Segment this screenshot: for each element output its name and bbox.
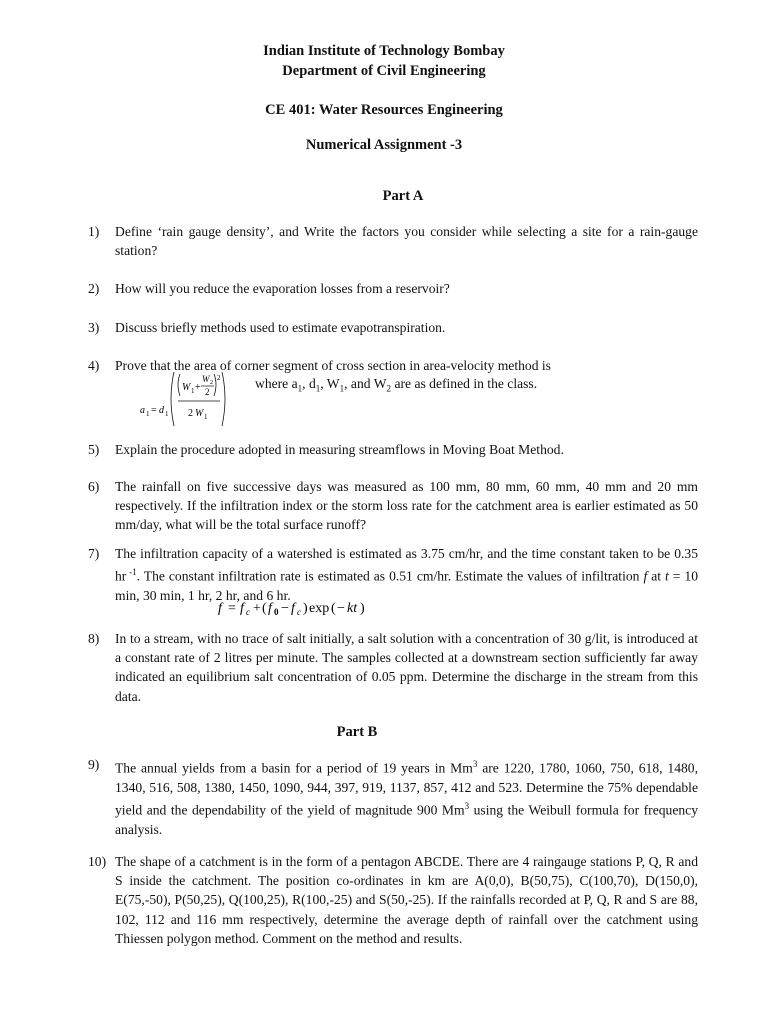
question-number: 3) — [88, 320, 100, 335]
svg-text:f: f — [218, 601, 222, 616]
question-4-tail — [255, 374, 675, 394]
question-6 — [88, 477, 698, 537]
svg-text:2: 2 — [188, 408, 193, 419]
question-text: The shape of a catchment is in the form of a pentagon ABCDE. There are 4 raingauge stations P, Q, R and S inside the catchment. The position co-ordinates in km are A(0,0), B(50,75), C(100,70), D(150,0), E(75,-50), P(50,25), Q(100,25), R(100,-25) and S(50,-25). If the rainfalls recorded at P, Q, R and S are 88, 102, 112 and 116 mm respectively, determine the average depth of rainfall over the catchment using Thiessen polygon method. Comment on the method and results. — [115, 854, 698, 946]
question-2 — [88, 279, 698, 299]
subscript: 1 — [339, 383, 345, 394]
svg-text:−: − — [337, 601, 345, 616]
question-number: 2) — [88, 281, 100, 296]
question-text: The annual yields from a basin for a period of 19 years in Mm$^3$ are 1220, 1780, 1060, 750, 618, 1480, 1340, 516, 508, 1380, 1450, 1090, 944, 397, 919, 1137, 857, 412 and 523. Determine the 75% dependable yield and the dependability of the yield of magnitude 900 Mm$^3$ using the Weibull formula for frequency analysis. — [115, 759, 698, 837]
svg-text:=: = — [151, 405, 157, 416]
question-10 — [88, 852, 698, 970]
svg-text:1: 1 — [191, 387, 195, 395]
svg-text:1: 1 — [204, 413, 208, 421]
infiltration-formula — [216, 596, 386, 618]
question-text: Explain the procedure adopted in measuring streamflows in Moving Boat Method. — [115, 442, 564, 457]
tail-text: are as defined in the class. — [391, 376, 538, 391]
question-number: 10) — [88, 854, 107, 869]
question-number: 8) — [88, 631, 100, 646]
svg-text:): ) — [360, 601, 365, 616]
subscript: 1 — [315, 383, 321, 394]
svg-text:2: 2 — [210, 380, 213, 386]
svg-text:exp: exp — [309, 601, 330, 616]
svg-text:f: f — [291, 601, 295, 616]
svg-text:+: + — [253, 601, 261, 616]
question-text: The infiltration capacity of a watershed is estimated as 3.75 cm/hr, and the time constant taken to be 0.35 hr $^{-1}$. The constant infiltration rate is estimated as 0.51 cm/hr. Estimate the values of infiltration f at t = 10 min, 30 min, 1 hr, 2 hr, and 6 hr. — [115, 546, 698, 603]
tail-text: , and W — [344, 376, 387, 391]
question-number: 7) — [88, 546, 100, 561]
tail-text: , W — [320, 376, 340, 391]
svg-text:(: ( — [262, 601, 267, 616]
question-9 — [88, 755, 698, 837]
svg-text:1: 1 — [165, 410, 169, 418]
svg-text:2: 2 — [217, 374, 221, 382]
svg-text:): ) — [303, 601, 308, 616]
svg-text:(: ( — [331, 601, 336, 616]
svg-text:W: W — [202, 374, 210, 384]
svg-text:d: d — [159, 405, 164, 416]
svg-text:0: 0 — [274, 607, 279, 617]
question-text: In to a stream, with no trace of salt initially, a salt solution with a concentration of 30 g/lit, is introduced at a constant rate of 2 litres per minute. The samples collected at a downstream section sufficiently far away indicated an equilibrium salt concentration of 0.05 ppm. Determine the discharge in the stream from this data. — [115, 631, 698, 704]
svg-text:−: − — [281, 601, 289, 616]
question-text: Prove that the area of corner segment of cross section in area-velocity method is — [115, 358, 551, 373]
question-number: 4) — [88, 358, 100, 373]
department-title: Department of Civil Engineering — [282, 63, 486, 79]
svg-text:W: W — [182, 382, 191, 393]
svg-text:a: a — [140, 405, 145, 416]
svg-text:kt: kt — [347, 601, 358, 616]
svg-text:+: + — [195, 382, 201, 393]
question-number: 1) — [88, 224, 100, 239]
question-number: 9) — [88, 757, 100, 772]
svg-text:f: f — [240, 601, 244, 616]
svg-text:c: c — [246, 607, 250, 617]
question-3 — [88, 318, 698, 338]
course-title: CE 401: Water Resources Engineering — [265, 102, 503, 118]
question-text: Define ‘rain gauge density’, and Write the factors you consider while selecting a site for a rain-gauge station? — [115, 224, 698, 259]
part-b-heading: Part B — [336, 724, 378, 740]
question-text: Discuss briefly methods used to estimate evapotranspiration. — [115, 320, 446, 335]
question-number: 5) — [88, 442, 100, 457]
tail-text: , d — [302, 376, 316, 391]
question-8 — [88, 629, 698, 707]
question-text: The rainfall on five successive days was measured as 100 mm, 80 mm, 60 mm, 40 mm and 20 mm respectively. If the infiltration index or the storm loss rate for the catchment area is earlier estimated as 50 mm/day, what will be the total surface runoff? — [115, 479, 698, 533]
question-text: How will you reduce the evaporation losses from a reservoir? — [115, 281, 450, 296]
question-1 — [88, 222, 698, 262]
assignment-title: Numerical Assignment -3 — [305, 137, 463, 153]
question-number: 6) — [88, 479, 100, 494]
svg-text:W: W — [195, 408, 204, 419]
svg-text:c: c — [297, 607, 301, 617]
part-a-heading: Part A — [382, 188, 424, 204]
question-5 — [88, 440, 698, 460]
institute-title: Indian Institute of Technology Bombay — [263, 43, 505, 59]
subscript: 2 — [386, 383, 392, 394]
tail-text: where a — [255, 376, 298, 391]
subscript: 1 — [297, 383, 303, 394]
svg-text:f: f — [268, 601, 272, 616]
corner-area-formula — [138, 368, 238, 430]
svg-text:=: = — [228, 601, 236, 616]
svg-text:1: 1 — [146, 410, 150, 418]
svg-text:2: 2 — [205, 387, 210, 397]
question-7 — [88, 544, 698, 603]
